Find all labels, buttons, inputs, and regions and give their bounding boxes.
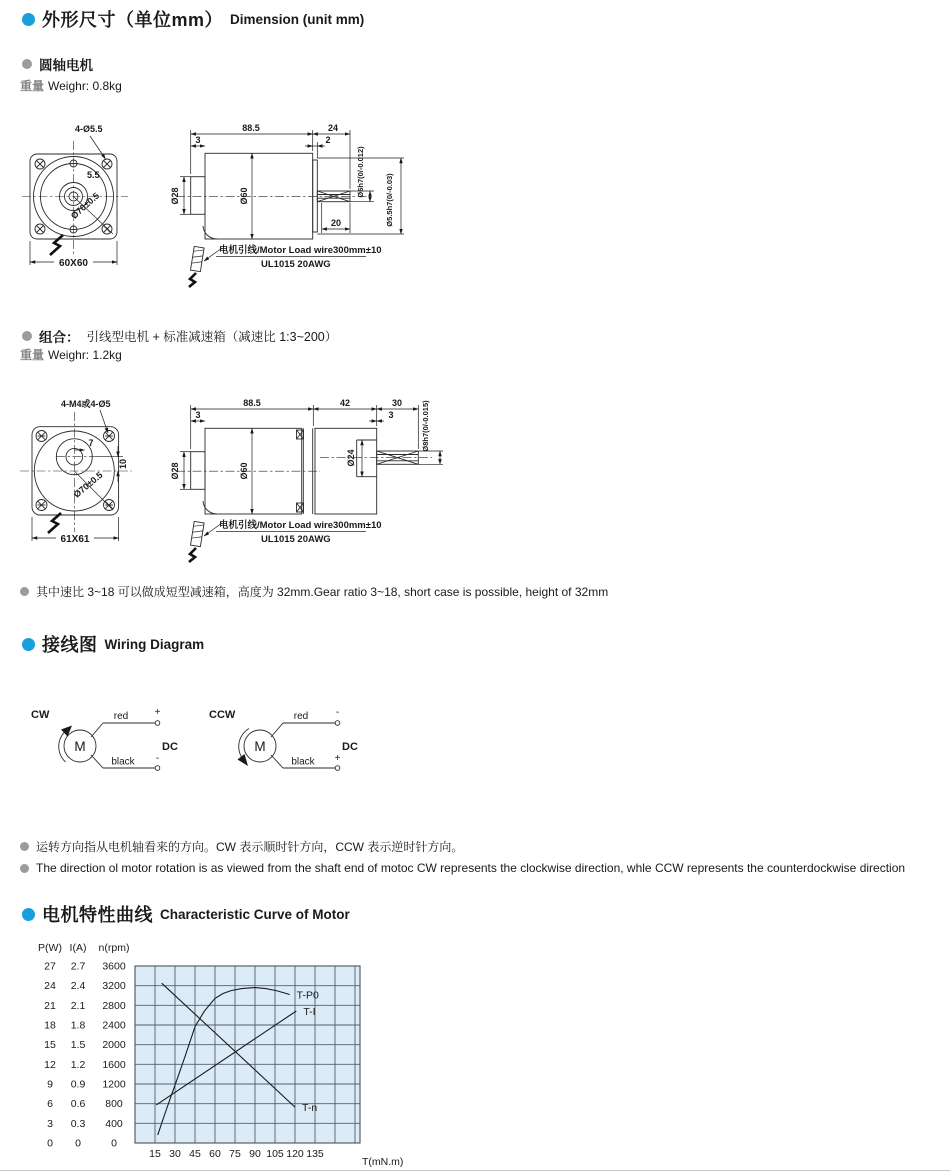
bottom-polarity: + [334, 753, 341, 764]
svg-text:2000: 2000 [102, 1039, 126, 1052]
top-wire-label: red [113, 711, 129, 722]
dim-boss-diameter: Ø28 [170, 462, 180, 480]
rotation-note-en-text: The direction ol motor rotation is as viewed from the shaft end of motoc CW represents the clockwise direction, whle CCW represents the counterdockwise direction [36, 861, 906, 875]
svg-text:2.4: 2.4 [70, 980, 86, 993]
round-shaft-front-view-drawing [20, 115, 180, 287]
dim-body-diameter: Ø60 [239, 187, 249, 205]
supply-label: DC [342, 741, 358, 753]
dim-step-length: 2 [325, 135, 331, 145]
svg-text:2800: 2800 [102, 999, 126, 1012]
top-wire-label: red [293, 711, 309, 722]
svg-text:2400: 2400 [102, 1019, 126, 1032]
dim-boss-diameter: Ø28 [170, 187, 180, 205]
weight-label-zh: 重量 [20, 79, 45, 93]
top-polarity: + [154, 707, 161, 718]
svg-text:1600: 1600 [102, 1058, 126, 1071]
page-bottom-divider [0, 1170, 950, 1171]
round-shaft-label: 圆轴电机 [39, 58, 93, 73]
note-bullet-icon [20, 864, 29, 873]
dim-shaft-tolerance: Ø6h7(0/-0.012) [356, 146, 365, 198]
section-bullet-icon [22, 13, 35, 26]
rotation-note-zh [20, 838, 463, 855]
dim-gearbox-length: 42 [339, 398, 351, 408]
dim-shaft-tolerance: Ø8h7(0/-0.015) [421, 400, 430, 452]
svg-text:I(A): I(A) [69, 942, 87, 954]
svg-text:24: 24 [44, 980, 56, 993]
section-title-en: Wiring Diagram [104, 636, 205, 652]
svg-text:45: 45 [189, 1148, 201, 1160]
round-shaft-weight [20, 77, 122, 94]
section-dimension-heading [22, 6, 364, 32]
svg-text:2.7: 2.7 [70, 960, 86, 973]
svg-text:P(W): P(W) [38, 942, 62, 954]
dim-step-tolerance: Ø5.5h7(0/-0.03) [385, 173, 394, 227]
direction-label: CCW [209, 709, 236, 721]
section-title-zh: 电机特性曲线 [42, 905, 153, 925]
dim-body-length: 88.5 [243, 398, 261, 408]
svg-text:1.8: 1.8 [70, 1019, 86, 1032]
svg-text:800: 800 [105, 1098, 123, 1111]
dim-square-size: 61X61 [60, 534, 90, 545]
svg-text:3600: 3600 [102, 960, 126, 973]
svg-text:9: 9 [47, 1078, 53, 1091]
top-polarity: - [335, 707, 340, 718]
section-title-zh: 外形尺寸（单位mm） [42, 10, 224, 30]
svg-text:n(rpm): n(rpm) [98, 942, 130, 954]
combo-subheading [22, 326, 337, 346]
svg-text:6: 6 [47, 1098, 53, 1111]
svg-text:60: 60 [209, 1148, 221, 1160]
svg-text:T-n: T-n [302, 1102, 318, 1115]
svg-text:3: 3 [47, 1117, 53, 1130]
section-title-zh: 接线图 [42, 635, 98, 655]
dim-offset-10: 10 [118, 458, 128, 470]
combo-weight [20, 346, 122, 363]
svg-text:90: 90 [249, 1148, 261, 1160]
wiring-diagram-ccw [203, 700, 381, 792]
svg-text:18: 18 [44, 1019, 56, 1032]
dim-shaft-length: 24 [327, 123, 339, 133]
round-shaft-subheading [22, 54, 93, 74]
dim-flat-length: 20 [330, 218, 342, 228]
length-dimensions [191, 405, 419, 449]
svg-text:1.5: 1.5 [70, 1039, 86, 1052]
svg-text:1200: 1200 [102, 1078, 126, 1091]
section-title-en: Characteristic Curve of Motor [160, 906, 350, 922]
svg-text:T-P0: T-P0 [296, 989, 319, 1002]
wiring-diagram-cw [23, 700, 201, 792]
section-wiring-heading [22, 631, 204, 657]
dim-corner-holes: 4-Ø5.5 [75, 124, 103, 134]
svg-text:27: 27 [44, 960, 56, 973]
wire-note-text: 电机引线/Motor Load wire300mm±10 [219, 245, 382, 256]
lead-wire [50, 235, 63, 255]
svg-text:12: 12 [44, 1058, 56, 1071]
dim-shaft-length: 30 [391, 398, 403, 408]
section-curve-heading [22, 901, 350, 927]
wire-spec-text: UL1015 20AWG [261, 534, 331, 545]
svg-text:1.2: 1.2 [70, 1058, 86, 1071]
lead-wire [48, 513, 61, 533]
gear-ratio-note-text: 其中速比 3~18 可以做成短型减速箱，高度为 32mm.Gear ratio 3~18, short case is possible, height of 32mm [36, 585, 609, 599]
section-bullet-icon [22, 638, 35, 651]
svg-text:0: 0 [47, 1137, 53, 1150]
combo-label-bold: 组合： [39, 330, 80, 345]
dim-body-length: 88.5 [242, 123, 260, 133]
sub-bullet-icon [22, 59, 32, 69]
weight-label-zh: 重量 [20, 348, 45, 362]
dim-square-size: 60X60 [59, 258, 88, 269]
dim-body-diameter: Ø60 [239, 462, 249, 480]
section-title-en: Dimension (unit mm) [230, 11, 365, 27]
combo-side-view-drawing [170, 390, 455, 565]
motor-letter: M [254, 739, 266, 754]
section-bullet-icon [22, 908, 35, 921]
motor-letter: M [74, 739, 86, 754]
bottom-wire-label: black [111, 756, 135, 768]
svg-text:75: 75 [229, 1148, 241, 1160]
dim-output-boss-diameter: Ø24 [346, 449, 356, 467]
dim-bolt-circle: Ø70±0.5 [71, 469, 105, 500]
dim-bolt-circle: Ø70±0.5 [68, 190, 102, 222]
svg-text:T(mN.m): T(mN.m) [362, 1156, 404, 1168]
svg-text:105: 105 [266, 1148, 284, 1160]
dim-boss-length: 3 [195, 135, 201, 145]
svg-text:T-I: T-I [303, 1005, 316, 1018]
combo-front-view-drawing [20, 390, 180, 565]
svg-text:135: 135 [306, 1148, 324, 1160]
dim-corner-holes: 4-M4或4-Ø5 [61, 399, 111, 409]
note-bullet-icon [20, 587, 29, 596]
supply-label: DC [162, 741, 178, 753]
wire-note-text: 电机引线/Motor Load wire300mm±10 [219, 520, 382, 531]
svg-text:15: 15 [149, 1148, 161, 1160]
round-shaft-side-view-drawing [170, 115, 410, 287]
dim-boss-length: 3 [195, 410, 201, 420]
rotation-note-zh-text: 运转方向指从电机轴看来的方向。CW 表示顺时针方向，CCW 表示逆时针方向。 [36, 840, 464, 854]
rotation-arrowhead-icon [238, 754, 249, 766]
svg-text:21: 21 [44, 999, 56, 1012]
bottom-wire-label: black [291, 756, 315, 768]
combo-label-rest: 引线型电机 + 标准减速箱（减速比 1:3~200） [86, 330, 338, 344]
svg-text:15: 15 [44, 1039, 56, 1052]
characteristic-curve-chart [30, 938, 430, 1174]
wire-spec-text: UL1015 20AWG [261, 259, 331, 270]
direction-label: CW [31, 709, 50, 721]
gear-ratio-note [20, 583, 608, 600]
svg-text:0.3: 0.3 [70, 1117, 86, 1130]
svg-text:0.9: 0.9 [70, 1078, 86, 1091]
svg-text:30: 30 [169, 1148, 181, 1160]
svg-text:3200: 3200 [102, 980, 126, 993]
dim-key-length: 3 [388, 410, 394, 420]
note-bullet-icon [20, 842, 29, 851]
svg-text:0: 0 [75, 1137, 81, 1150]
svg-text:400: 400 [105, 1117, 123, 1130]
weight-value: Weighr: 0.8kg [48, 79, 122, 93]
svg-text:2.1: 2.1 [70, 999, 86, 1012]
sub-bullet-icon [22, 331, 32, 341]
svg-text:120: 120 [286, 1148, 304, 1160]
bottom-polarity: - [155, 753, 160, 764]
dim-pitch: 5.5 [87, 170, 100, 180]
svg-text:0: 0 [111, 1137, 117, 1150]
weight-value: Weighr: 1.2kg [48, 348, 122, 362]
dim-offset-7: 7 [88, 438, 94, 448]
rotation-note-en [20, 861, 905, 875]
svg-text:0.6: 0.6 [70, 1098, 86, 1111]
